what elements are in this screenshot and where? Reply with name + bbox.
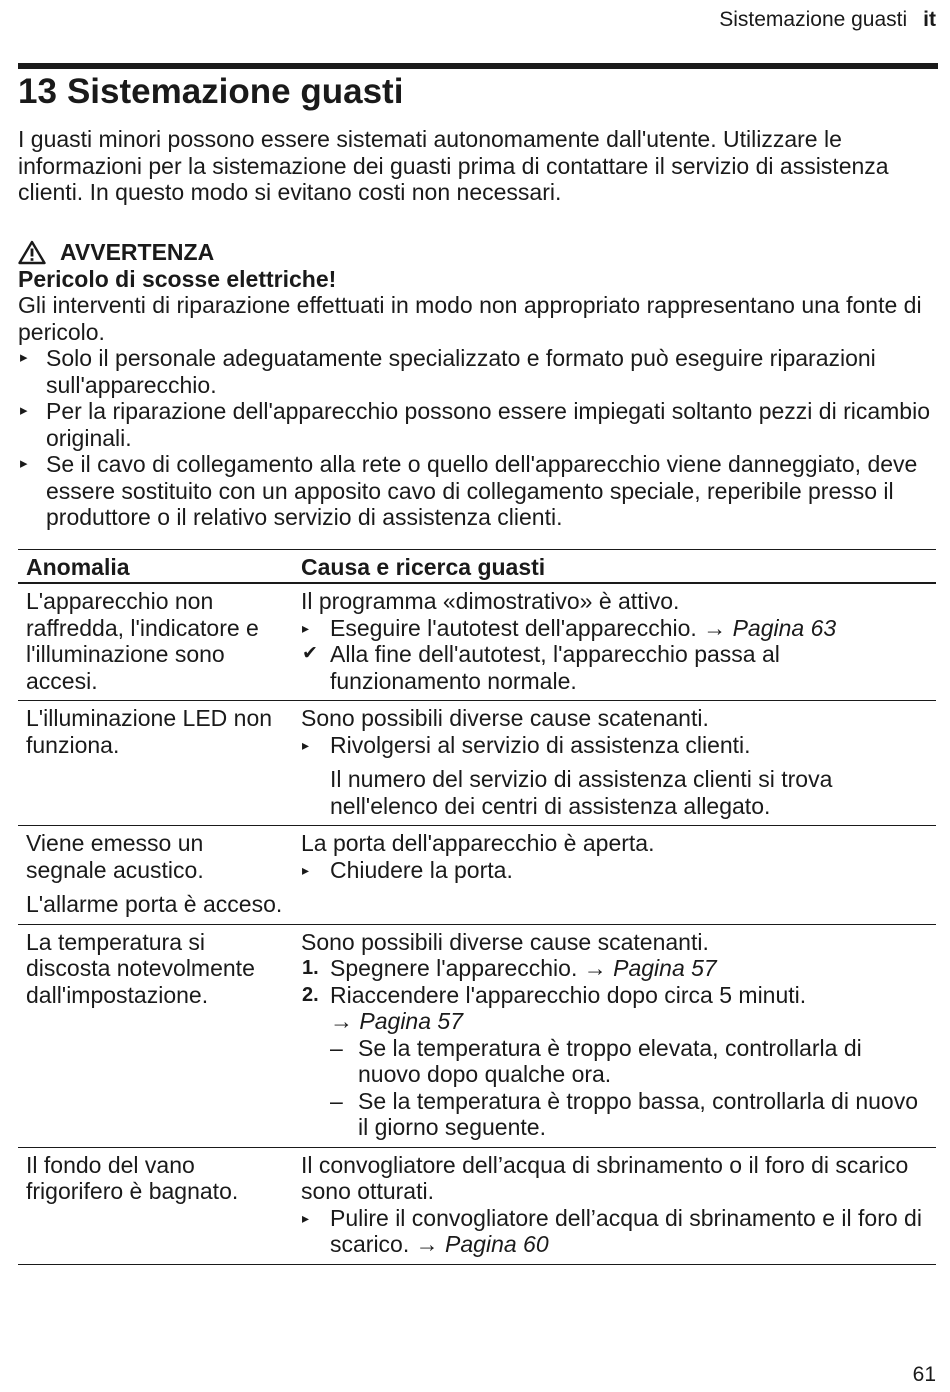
arrow-right-icon: → bbox=[583, 955, 607, 981]
bullet-triangle-icon: ▸ bbox=[20, 349, 28, 366]
bullet-triangle-icon: ▸ bbox=[20, 402, 28, 419]
cause-text: La porta dell'apparecchio è aperta. bbox=[301, 830, 655, 856]
warning-bullet: ▸ Solo il personale adeguatamente specializzato e formato può eseguire riparazioni sull'apparecchio. bbox=[20, 345, 876, 398]
fault-cell: Viene emesso un segnale acustico. L'allarme porta è acceso. bbox=[18, 826, 293, 925]
arrow-right-icon: → bbox=[330, 1008, 353, 1034]
dash-marker: – bbox=[330, 1087, 343, 1114]
cause-text: Il convogliatore dell’acqua di sbrinamento o il foro di scarico sono otturati. bbox=[301, 1151, 909, 1204]
top-rule bbox=[18, 63, 938, 69]
chapter-title bbox=[18, 70, 403, 114]
fault-cell: La temperatura si discosta notevolmente dall'impostazione. bbox=[18, 924, 293, 1147]
running-header bbox=[719, 8, 936, 32]
content bbox=[18, 126, 936, 1265]
warning-triangle-icon bbox=[18, 240, 46, 265]
bullet-triangle-icon: ▸ bbox=[302, 736, 310, 753]
sub-step: – Se la temperatura è troppo elevata, controllarla di nuovo dopo qualche ora. bbox=[330, 1034, 862, 1087]
table-row bbox=[18, 583, 936, 701]
bullet-triangle-icon: ▸ bbox=[302, 1209, 310, 1226]
table-row bbox=[18, 826, 936, 925]
cause-cell bbox=[293, 1147, 936, 1264]
arrow-right-icon: → bbox=[703, 614, 727, 641]
dash-marker: – bbox=[330, 1034, 343, 1061]
step-note: Il numero del servizio di assistenza clienti si trova nell'elenco dei centri di assistenza allegato. bbox=[330, 766, 833, 819]
cause-text: Sono possibili diverse cause scatenanti. bbox=[301, 928, 709, 955]
warning-heading bbox=[18, 240, 936, 266]
page-reference: → Pagina 60 bbox=[415, 1231, 549, 1257]
warning-bullets bbox=[18, 345, 936, 531]
numbered-step: 2. Riaccendere l'apparecchio dopo circa 5 minuti. → Pagina 57 bbox=[302, 981, 807, 1034]
action-step: ▸ Chiudere la porta. bbox=[302, 856, 513, 883]
column-header-fault: Anomalia bbox=[18, 549, 293, 583]
page-reference: → Pagina 57 bbox=[330, 1008, 463, 1034]
numbered-step: 1. Spegnere l'apparecchio. → Pagina 57 bbox=[302, 955, 717, 981]
cause-cell bbox=[293, 701, 936, 826]
warning-block bbox=[18, 240, 936, 531]
table-row bbox=[18, 924, 936, 1147]
cause-cell bbox=[293, 826, 936, 925]
warning-label: AVVERTENZA bbox=[60, 239, 215, 266]
cause-cell bbox=[293, 924, 936, 1147]
warning-bullet: ▸ Se il cavo di collegamento alla rete o quello dell'apparecchio viene danneggiato, deve essere sostituito con un apposito cavo di collegamento speciale, reperibile presso il produttore o il relativo servizio di assistenza clienti. bbox=[20, 451, 918, 530]
result-step: ✔ Alla fine dell'autotest, l'apparecchio passa al funzionamento normale. bbox=[302, 641, 780, 694]
action-step: ▸ Rivolgersi al servizio di assistenza clienti. bbox=[302, 731, 751, 758]
action-step: ▸ Eseguire l'autotest dell'apparecchio. → Pagina 63 bbox=[302, 614, 837, 641]
table-row bbox=[18, 1147, 936, 1264]
fault-cell: L'illuminazione LED non funziona. bbox=[18, 701, 293, 826]
checkmark-icon: ✔ bbox=[302, 643, 318, 664]
bullet-triangle-icon: ▸ bbox=[20, 455, 28, 472]
intro-paragraph: I guasti minori possono essere sistemati autonomamente dall'utente. Utilizzare le informazioni per la sistemazione dei guasti prima di contattare il servizio di assistenza clienti. In questo modo si evitano costi non necessari. bbox=[18, 126, 889, 205]
troubleshooting-table bbox=[18, 549, 936, 1265]
page-reference: → Pagina 63 bbox=[703, 614, 837, 641]
action-step: ▸ Pulire il convogliatore dell’acqua di sbrinamento e il foro di scarico. → Pagina 60 bbox=[302, 1204, 922, 1257]
table-header-row bbox=[18, 549, 936, 583]
warning-text: Gli interventi di riparazione effettuati in modo non appropriato rappresentano una fonte di pericolo. bbox=[18, 292, 922, 345]
chapter-number: 13 bbox=[18, 72, 57, 111]
column-header-cause: Causa e ricerca guasti bbox=[293, 549, 936, 583]
header-section: Sistemazione guasti bbox=[719, 8, 908, 31]
sub-step: – Se la temperatura è troppo bassa, controllarla di nuovo il giorno seguente. bbox=[330, 1087, 918, 1140]
cause-cell bbox=[293, 583, 936, 701]
page-reference: → Pagina 57 bbox=[583, 955, 717, 981]
fault-cell: Il fondo del vano frigorifero è bagnato. bbox=[18, 1147, 293, 1264]
fault-cell: L'apparecchio non raffredda, l'indicatore e l'illuminazione sono accesi. bbox=[26, 588, 259, 694]
bullet-triangle-icon: ▸ bbox=[302, 861, 310, 878]
chapter-title-text: Sistemazione guasti bbox=[66, 72, 404, 111]
cause-text: Sono possibili diverse cause scatenanti. bbox=[301, 705, 709, 731]
page-number: 61 bbox=[912, 1363, 936, 1386]
cause-text: Il programma «dimostrativo» è attivo. bbox=[301, 588, 680, 614]
warning-bullet: ▸ Per la riparazione dell'apparecchio possono essere impiegati soltanto pezzi di ricambio originali. bbox=[20, 398, 930, 451]
warning-subtitle: Pericolo di scosse elettriche! bbox=[18, 265, 337, 292]
arrow-right-icon: → bbox=[415, 1231, 439, 1257]
header-language: it bbox=[923, 8, 936, 31]
bullet-triangle-icon: ▸ bbox=[302, 619, 310, 636]
table-row bbox=[18, 701, 936, 826]
